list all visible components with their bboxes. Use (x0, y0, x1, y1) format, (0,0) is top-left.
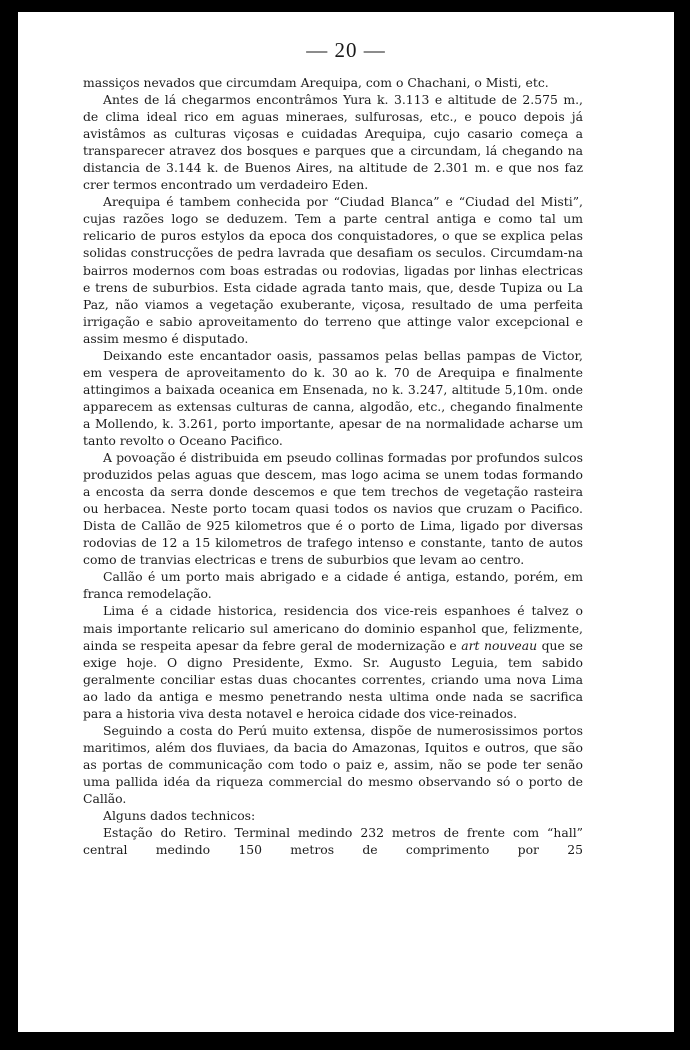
paragraph-continued: massiços nevados que circumdam Arequipa, com o Chachani, o Misti, etc. (83, 75, 549, 90)
paragraph-estacao-retiro: Estação do Retiro. Terminal medindo 232 metros de frente com “hall” central medindo 150 metros de comprimento por 25 (83, 825, 583, 858)
paragraph-dados-technicos: Alguns dados technicos: (103, 808, 256, 824)
paragraph-mollendo: Deixando este encantador oasis, passamos pelas bellas pampas de Victor, em vespera de aproveitamento do k. 30 ao k. 70 de Arequipa e finalmente attingimos a baixada oceanica em Ensenada, no k. 3.247, altitude 5,10m. onde apparecem as extensas culturas de canna, algodão, etc., chegando finalmente a Mollendo, k. 3.261, porto importante, apesar de na normalidade acharse um tanto revolto o Oceano Pacifico. (83, 347, 583, 448)
book-page (18, 12, 674, 1032)
paragraph-arequipa: Arequipa é tambem conhecida por “Ciudad Blanca” e “Ciudad del Misti”, cujas razões logo se deduzem. Tem a parte central antiga e como tal um relicario de puros estylos da epoca dos conquistadores, o que se explica pelas solidas construcções de pedra lavrada que desafiam os seculos. Circumdam-na bairros modernos com boas estradas ou rodovias, ligadas por linhas electricas e trens de suburbios. Esta cidade agrada tanto mais, que, desde Tupiza ou La Paz, não viamos a vegetação exuberante, viçosa, resultado de uma perfeita irrigação e sabio aproveitamento do terreno que attinge valor excepcional e assim mesmo é disputado. (83, 194, 583, 346)
paragraph-callao: Callão é um porto mais abrigado e a cidade é antiga, estando, porém, em franca remodelação. (83, 569, 583, 602)
paragraph-costa-peru: Seguindo a costa do Perú muito extensa, dispõe de numerosissimos portos maritimos, além dos fluviaes, da bacia do Amazonas, Iquitos e outros, que são as portas de communicação com todo o paiz e, assim, não se pode ter senão uma pallida idéa da riqueza commercial do mesmo observando só o porto de Callão. (83, 722, 583, 806)
paragraph-povoacao: A povoação é distribuida em pseudo collinas formadas por profundos sulcos produzidos pelas aguas que descem, mas logo acima se unem todas formando a encosta da serra donde descemos e que tem trechos de vegetação rasteira ou herbacea. Neste porto tocam quasi todos os navios que cruzam o Pacifico. Dista de Callão de 925 kilometros que é o porto de Lima, ligado por diversas rodovias de 12 a 15 kilometros de trafego intenso e constante, tanto de autos como de tranvias electricas e trens de suburbios que levam ao centro. (83, 450, 583, 568)
page-number: — 20 — (306, 38, 386, 62)
paragraph-yura: Antes de lá chegarmos encontrâmos Yura k. 3.113 e altitude de 2.575 m., de clima ideal rico em aguas mineraes, sulfurosas, etc., e pouco depois já avistâmos as culturas viçosas e cuidadas Arequipa, cujo casario começa a transparecer atravez dos bosques e parques que a circundam, lá chegando na distancia de 3.144 k. de Buenos Aires, na altitude de 2.301 m. e que nos faz crer termos encontrado um verdadeiro Eden. (83, 92, 583, 193)
body-text (83, 74, 583, 858)
paragraph-lima: Lima é a cidade historica, residencia dos vice-reis espanhoes é talvez o mais importante relicario sul americano do dominio espanhol que, felizmente, ainda se respeita apesar da febre geral de modernização e art nouveau que se exige hoje. O digno Presidente, Exmo. Sr. Augusto Leguia, tem sabido geralmente conciliar estas duas chocantes correntes, criando uma nova Lima ao lado da antiga e mesmo penetrando nesta ultima onde nada se sacrifica para a historia viva desta notavel e heroica cidade dos vice-reinados. (83, 603, 583, 721)
